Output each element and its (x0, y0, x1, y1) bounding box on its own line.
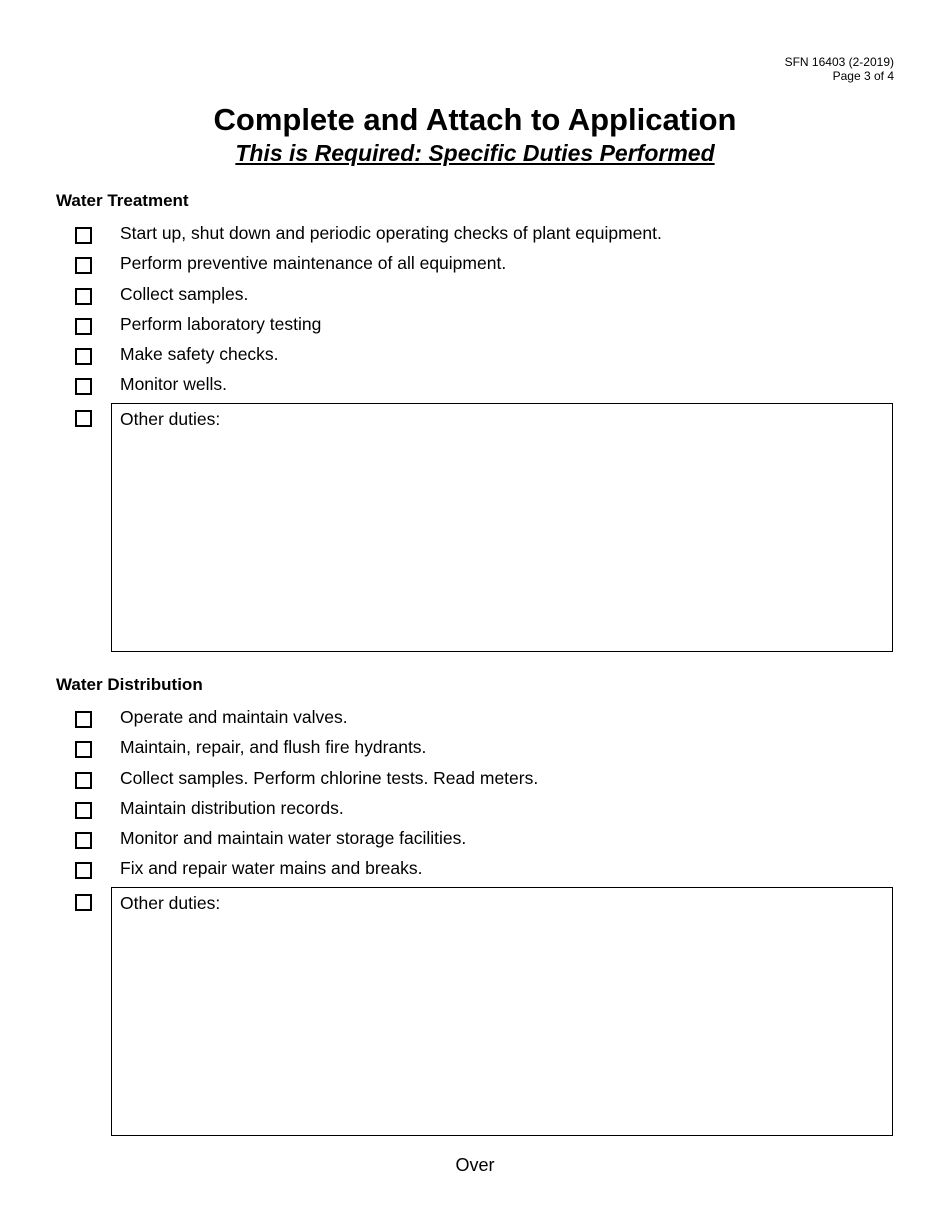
duty-item (0, 371, 950, 401)
duty-checkbox[interactable] (75, 348, 92, 365)
duty-item (0, 250, 950, 280)
footer-over: Over (455, 1155, 495, 1175)
duty-label: Make safety checks. (120, 344, 279, 365)
form-number: SFN 16403 (2-2019) (784, 55, 894, 69)
duty-label: Maintain, repair, and flush fire hydrants. (120, 737, 427, 758)
water-distribution-heading: Water Distribution (56, 675, 203, 694)
duty-label: Maintain distribution records. (120, 797, 344, 818)
duty-checkbox[interactable] (75, 802, 92, 819)
water-treatment-duty-list (0, 220, 950, 402)
duty-checkbox[interactable] (75, 741, 92, 758)
duty-item (0, 704, 950, 734)
duty-label: Perform laboratory testing (120, 313, 322, 334)
page-number: Page 3 of 4 (832, 69, 894, 83)
duty-checkbox[interactable] (75, 257, 92, 274)
duty-checkbox[interactable] (75, 288, 92, 305)
duty-label: Perform preventive maintenance of all equipment. (120, 253, 507, 274)
duty-checkbox[interactable] (75, 862, 92, 879)
other-duties-label: Other duties: (120, 409, 221, 429)
duty-checkbox[interactable] (75, 832, 92, 849)
duty-item (0, 341, 950, 371)
water-distribution-other-checkbox[interactable] (75, 894, 92, 911)
duty-item (0, 281, 950, 311)
duty-item (0, 734, 950, 764)
duty-item (0, 220, 950, 250)
duty-checkbox[interactable] (75, 711, 92, 728)
duty-item (0, 825, 950, 855)
form-identifier (785, 55, 894, 83)
water-distribution-duty-list (0, 704, 950, 886)
water-treatment-other-duties-field[interactable] (111, 403, 893, 652)
duty-label: Monitor and maintain water storage facilities. (120, 828, 467, 849)
duty-checkbox[interactable] (75, 318, 92, 335)
duty-item (0, 855, 950, 885)
duty-label: Monitor wells. (120, 374, 227, 395)
water-distribution-other-duties-field[interactable] (111, 887, 893, 1136)
duty-item (0, 795, 950, 825)
duty-item (0, 765, 950, 795)
duty-label: Start up, shut down and periodic operating checks of plant equipment. (120, 223, 662, 243)
page-title: Complete and Attach to Application (213, 102, 737, 137)
water-treatment-other-checkbox[interactable] (75, 410, 92, 427)
duty-checkbox[interactable] (75, 772, 92, 789)
duty-label: Operate and maintain valves. (120, 707, 348, 727)
water-treatment-heading: Water Treatment (56, 191, 189, 210)
page-subtitle: This is Required: Specific Duties Performed (235, 140, 715, 166)
duty-item (0, 311, 950, 341)
other-duties-label: Other duties: (120, 893, 221, 913)
duty-checkbox[interactable] (75, 378, 92, 395)
duty-label: Fix and repair water mains and breaks. (120, 858, 423, 879)
duty-label: Collect samples. (120, 283, 249, 304)
duty-checkbox[interactable] (75, 227, 92, 244)
duty-label: Collect samples. Perform chlorine tests. Read meters. (120, 767, 539, 788)
